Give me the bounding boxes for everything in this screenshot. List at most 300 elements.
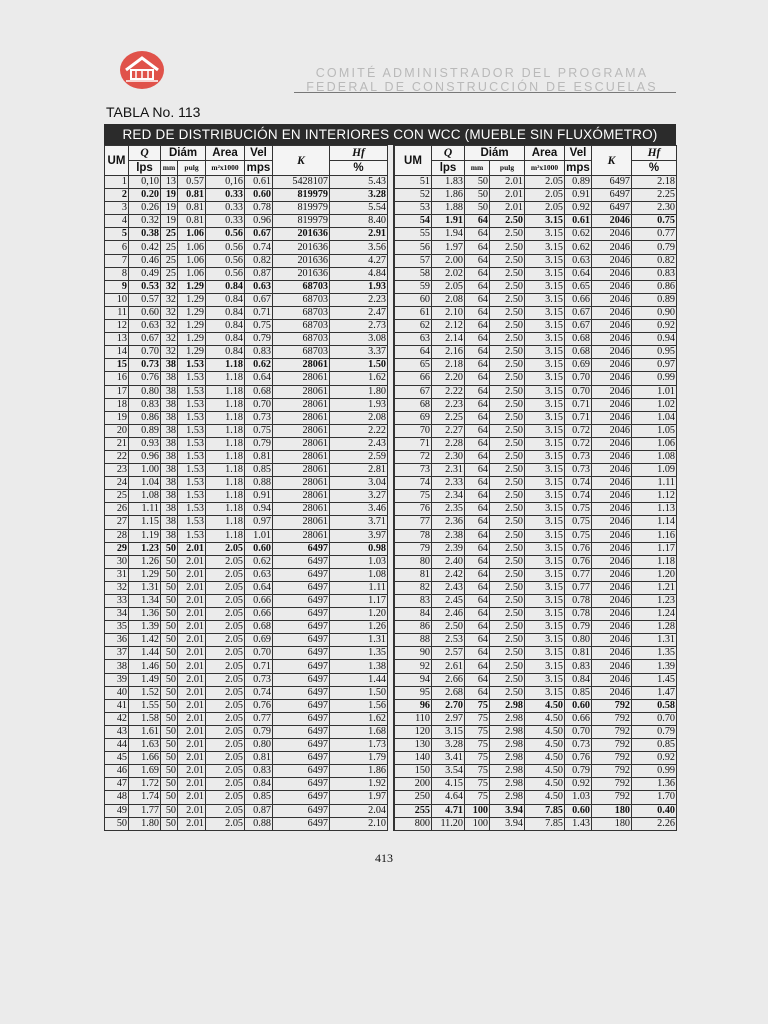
pulg-cell: 1.29: [178, 320, 206, 333]
area-cell: 4.50: [525, 778, 565, 791]
pulg-cell: 2.50: [490, 464, 525, 477]
area-cell: 2.05: [206, 725, 245, 738]
area-cell: 2.05: [206, 595, 245, 608]
table-row: [395, 464, 677, 477]
q-cell: 0.46: [129, 254, 161, 267]
vel-cell: 0.85: [565, 686, 592, 699]
mm-cell: 32: [161, 306, 178, 319]
vel-cell: 1.01: [245, 529, 273, 542]
pulg-cell: 2.98: [490, 752, 525, 765]
hf-cell: 1.04: [632, 411, 677, 424]
q-cell: 0.42: [129, 241, 161, 254]
area-cell: 0.56: [206, 228, 245, 241]
q-cell: 1.94: [432, 228, 465, 241]
area-cell: 4.50: [525, 791, 565, 804]
mm-cell: 64: [465, 647, 490, 660]
area-cell: 2.05: [206, 739, 245, 752]
vel-cell: 0.84: [245, 778, 273, 791]
mm-cell: 64: [465, 660, 490, 673]
table-row: [395, 634, 677, 647]
area-cell: 3.15: [525, 464, 565, 477]
vel-cell: 0.76: [565, 752, 592, 765]
area-cell: 2.05: [206, 712, 245, 725]
table-row: [395, 699, 677, 712]
um-cell: 42: [105, 712, 129, 725]
mm-cell: 50: [161, 595, 178, 608]
area-cell: 3.15: [525, 411, 565, 424]
right-table-body: [395, 176, 677, 831]
pulg-cell: 2.98: [490, 699, 525, 712]
q-cell: 2.35: [432, 503, 465, 516]
vel-cell: 0.60: [245, 189, 273, 202]
mm-cell: 25: [161, 228, 178, 241]
hf-cell: 1.11: [632, 477, 677, 490]
k-cell: 2046: [592, 215, 632, 228]
pulg-cell: 2.50: [490, 346, 525, 359]
hf-cell: 1.09: [632, 464, 677, 477]
pulg-cell: 2.01: [178, 647, 206, 660]
pulg-cell: 1.53: [178, 477, 206, 490]
table-row: [395, 804, 677, 817]
table-row: [105, 176, 388, 189]
table-row: [105, 739, 388, 752]
q-cell: 2.31: [432, 464, 465, 477]
um-cell: 39: [105, 673, 129, 686]
table-row: [395, 621, 677, 634]
um-cell: 65: [395, 359, 432, 372]
q-cell: 1.42: [129, 634, 161, 647]
vel-cell: 0.87: [245, 804, 273, 817]
q-cell: 1.80: [129, 817, 161, 830]
vel-cell: 0.62: [245, 555, 273, 568]
vel-cell: 0.62: [565, 241, 592, 254]
pulg-cell: 2.01: [178, 542, 206, 555]
k-cell: 792: [592, 739, 632, 752]
k-cell: 6497: [273, 699, 330, 712]
q-cell: 4.15: [432, 778, 465, 791]
hf-cell: 1.86: [330, 765, 388, 778]
q-cell: 2.34: [432, 490, 465, 503]
pulg-cell: 2.50: [490, 608, 525, 621]
pulg-cell: 1.53: [178, 516, 206, 529]
q-cell: 0.96: [129, 450, 161, 463]
vel-cell: 0.69: [565, 359, 592, 372]
pulg-cell: 3.94: [490, 804, 525, 817]
k-cell: 6497: [273, 817, 330, 830]
table-row: [105, 215, 388, 228]
pulg-cell: 1.53: [178, 424, 206, 437]
pulg-cell: 2.50: [490, 660, 525, 673]
table-row: [105, 280, 388, 293]
k-cell: 819979: [273, 202, 330, 215]
vel-cell: 0.75: [245, 424, 273, 437]
area-cell: 1.18: [206, 372, 245, 385]
mm-cell: 64: [465, 215, 490, 228]
hf-cell: 1.79: [330, 752, 388, 765]
table-row: [105, 464, 388, 477]
k-cell: 2046: [592, 673, 632, 686]
area-cell: 2.05: [206, 804, 245, 817]
area-cell: 2.05: [206, 791, 245, 804]
header-divider: [294, 92, 676, 93]
hf-cell: 1.13: [632, 503, 677, 516]
k-cell: 819979: [273, 189, 330, 202]
mm-cell: 38: [161, 398, 178, 411]
area-cell: 4.50: [525, 765, 565, 778]
k-cell: 28061: [273, 490, 330, 503]
pulg-cell: 1.53: [178, 372, 206, 385]
k-cell: 28061: [273, 411, 330, 424]
q-cell: 1.72: [129, 778, 161, 791]
um-cell: 38: [105, 660, 129, 673]
q-cell: 0.83: [129, 398, 161, 411]
area-cell: 3.15: [525, 568, 565, 581]
k-cell: 6497: [273, 725, 330, 738]
um-cell: 40: [105, 686, 129, 699]
area-cell: 3.15: [525, 686, 565, 699]
k-cell: 2046: [592, 385, 632, 398]
pulg-cell: 1.29: [178, 346, 206, 359]
vel-cell: 0.60: [245, 542, 273, 555]
q-cell: 1.83: [432, 176, 465, 189]
hf-cell: 1.62: [330, 372, 388, 385]
q-cell: 1.63: [129, 739, 161, 752]
k-cell: 6497: [273, 778, 330, 791]
q-cell: 0.73: [129, 359, 161, 372]
area-cell: 0.33: [206, 202, 245, 215]
q-cell: 2.40: [432, 555, 465, 568]
area-cell: 2.05: [206, 673, 245, 686]
um-cell: 3: [105, 202, 129, 215]
table-row: [395, 608, 677, 621]
um-cell: 88: [395, 634, 432, 647]
hf-cell: 1.20: [632, 568, 677, 581]
q-cell: 1.11: [129, 503, 161, 516]
table-row: [105, 490, 388, 503]
q-cell: 0.89: [129, 424, 161, 437]
area-cell: 0.84: [206, 306, 245, 319]
mm-cell: 38: [161, 424, 178, 437]
um-cell: 36: [105, 634, 129, 647]
hf-cell: 1.03: [330, 555, 388, 568]
hf-cell: 2.10: [330, 817, 388, 830]
pulg-cell: 1.29: [178, 306, 206, 319]
mm-cell: 50: [161, 817, 178, 830]
q-cell: 2.18: [432, 359, 465, 372]
hf-cell: 4.84: [330, 267, 388, 280]
q-cell: 1.49: [129, 673, 161, 686]
um-cell: 59: [395, 280, 432, 293]
pulg-cell: 2.01: [178, 712, 206, 725]
col-mm: mm: [465, 161, 490, 176]
mm-cell: 50: [161, 686, 178, 699]
vel-cell: 0.68: [565, 346, 592, 359]
vel-cell: 0.61: [245, 176, 273, 189]
pulg-cell: 2.98: [490, 725, 525, 738]
hf-cell: 2.25: [632, 189, 677, 202]
mm-cell: 38: [161, 450, 178, 463]
pulg-cell: 2.50: [490, 686, 525, 699]
col-pulg: pulg: [490, 161, 525, 176]
q-cell: 2.12: [432, 320, 465, 333]
hf-cell: 5.54: [330, 202, 388, 215]
table-row: [395, 516, 677, 529]
um-cell: 71: [395, 437, 432, 450]
hf-cell: 3.97: [330, 529, 388, 542]
um-cell: 17: [105, 385, 129, 398]
k-cell: 6497: [592, 202, 632, 215]
area-cell: 0.33: [206, 215, 245, 228]
pulg-cell: 1.53: [178, 359, 206, 372]
mm-cell: 32: [161, 293, 178, 306]
area-cell: 4.50: [525, 725, 565, 738]
q-cell: 11.20: [432, 817, 465, 830]
pulg-cell: 2.01: [178, 686, 206, 699]
col-um: UM: [105, 146, 129, 176]
vel-cell: 0.68: [245, 621, 273, 634]
vel-cell: 0.73: [245, 673, 273, 686]
area-cell: 0,16: [206, 176, 245, 189]
pulg-cell: 1.53: [178, 464, 206, 477]
table-row: [395, 398, 677, 411]
pulg-cell: 2.50: [490, 411, 525, 424]
k-cell: 6497: [273, 568, 330, 581]
table-row: [105, 516, 388, 529]
hf-cell: 0.99: [632, 372, 677, 385]
um-cell: 120: [395, 725, 432, 738]
mm-cell: 50: [161, 778, 178, 791]
mm-cell: 64: [465, 581, 490, 594]
pulg-cell: 2.50: [490, 568, 525, 581]
mm-cell: 64: [465, 595, 490, 608]
area-cell: 3.15: [525, 254, 565, 267]
vel-cell: 0.70: [565, 725, 592, 738]
mm-cell: 38: [161, 385, 178, 398]
area-cell: 3.15: [525, 372, 565, 385]
hf-cell: 0.79: [632, 241, 677, 254]
area-cell: 3.15: [525, 660, 565, 673]
mm-cell: 50: [465, 202, 490, 215]
mm-cell: 50: [161, 725, 178, 738]
k-cell: 180: [592, 817, 632, 830]
area-cell: 3.15: [525, 647, 565, 660]
mm-cell: 64: [465, 437, 490, 450]
hf-cell: 8.40: [330, 215, 388, 228]
k-cell: 2046: [592, 398, 632, 411]
k-cell: 201636: [273, 254, 330, 267]
vel-cell: 0.68: [245, 385, 273, 398]
table-row: [105, 202, 388, 215]
vel-cell: 0.69: [245, 634, 273, 647]
vel-cell: 0.70: [565, 385, 592, 398]
k-cell: 2046: [592, 450, 632, 463]
vel-cell: 0.88: [245, 817, 273, 830]
mm-cell: 38: [161, 477, 178, 490]
table-row: [105, 804, 388, 817]
mm-cell: 64: [465, 241, 490, 254]
table-row: [395, 739, 677, 752]
table-row: [105, 333, 388, 346]
table-row: [395, 215, 677, 228]
area-cell: 2.05: [206, 778, 245, 791]
k-cell: 5428107: [273, 176, 330, 189]
vel-cell: 0.78: [245, 202, 273, 215]
mm-cell: 50: [161, 673, 178, 686]
area-cell: 1.18: [206, 529, 245, 542]
mm-cell: 64: [465, 555, 490, 568]
mm-cell: 19: [161, 202, 178, 215]
table-row: [105, 542, 388, 555]
pulg-cell: 1.06: [178, 228, 206, 241]
k-cell: 68703: [273, 306, 330, 319]
table-row: [395, 320, 677, 333]
table-row: [395, 293, 677, 306]
col-vel-unit: mps: [245, 161, 273, 176]
k-cell: 2046: [592, 280, 632, 293]
hf-cell: 2.30: [632, 202, 677, 215]
pulg-cell: 2.50: [490, 595, 525, 608]
pulg-cell: 2.50: [490, 267, 525, 280]
vel-cell: 0.78: [565, 595, 592, 608]
vel-cell: 0.77: [245, 712, 273, 725]
q-cell: 2.57: [432, 647, 465, 660]
col-vel: Vel: [245, 146, 273, 161]
table-row: [105, 621, 388, 634]
pulg-cell: 1.53: [178, 490, 206, 503]
pulg-cell: 0.81: [178, 202, 206, 215]
pulg-cell: 0.81: [178, 189, 206, 202]
q-cell: 2.36: [432, 516, 465, 529]
k-cell: 2046: [592, 293, 632, 306]
pulg-cell: 2.01: [178, 739, 206, 752]
vel-cell: 0.66: [565, 712, 592, 725]
hf-cell: 3.37: [330, 346, 388, 359]
vel-cell: 0.67: [565, 320, 592, 333]
table-row: [395, 477, 677, 490]
vel-cell: 0.64: [565, 267, 592, 280]
um-cell: 52: [395, 189, 432, 202]
q-cell: 1.00: [129, 464, 161, 477]
mm-cell: 75: [465, 752, 490, 765]
k-cell: 28061: [273, 529, 330, 542]
table-row: [395, 490, 677, 503]
um-cell: 80: [395, 555, 432, 568]
k-cell: 6497: [273, 542, 330, 555]
mm-cell: 75: [465, 712, 490, 725]
pulg-cell: 2.50: [490, 437, 525, 450]
vel-cell: 0.70: [565, 372, 592, 385]
hf-cell: 0.75: [632, 215, 677, 228]
area-cell: 0.84: [206, 293, 245, 306]
q-cell: 0.70: [129, 346, 161, 359]
mm-cell: 64: [465, 450, 490, 463]
hf-cell: 1.24: [632, 608, 677, 621]
k-cell: 6497: [273, 647, 330, 660]
q-cell: 2.61: [432, 660, 465, 673]
hf-cell: 0.98: [330, 542, 388, 555]
mm-cell: 32: [161, 280, 178, 293]
pulg-cell: 2.50: [490, 280, 525, 293]
table-row: [105, 529, 388, 542]
k-cell: 2046: [592, 346, 632, 359]
um-cell: 30: [105, 555, 129, 568]
area-cell: 1.18: [206, 490, 245, 503]
pulg-cell: 2.50: [490, 477, 525, 490]
q-cell: 2.14: [432, 333, 465, 346]
table-row: [395, 280, 677, 293]
mm-cell: 32: [161, 346, 178, 359]
hf-cell: 1.31: [632, 634, 677, 647]
col-hf-unit: %: [330, 161, 388, 176]
vel-cell: 0.75: [565, 529, 592, 542]
org-line-1: COMITÉ ADMINISTRADOR DEL PROGRAMA: [315, 66, 649, 80]
vel-cell: 0.80: [565, 634, 592, 647]
um-cell: 47: [105, 778, 129, 791]
mm-cell: 50: [161, 752, 178, 765]
vel-cell: 0.63: [245, 568, 273, 581]
um-cell: 78: [395, 529, 432, 542]
table-row: [395, 333, 677, 346]
mm-cell: 50: [161, 791, 178, 804]
k-cell: 2046: [592, 254, 632, 267]
col-pulg: pulg: [178, 161, 206, 176]
col-vel: Vel: [565, 146, 592, 161]
table-row: [105, 450, 388, 463]
um-cell: 55: [395, 228, 432, 241]
table-row: [105, 791, 388, 804]
um-cell: 43: [105, 725, 129, 738]
hf-cell: 1.06: [632, 437, 677, 450]
table-row: [395, 385, 677, 398]
hf-cell: 1.45: [632, 673, 677, 686]
um-cell: 15: [105, 359, 129, 372]
table-row: [105, 306, 388, 319]
q-cell: 1.29: [129, 568, 161, 581]
hf-cell: 1.23: [632, 595, 677, 608]
page-number: 413: [375, 851, 393, 865]
pulg-cell: 1.29: [178, 293, 206, 306]
pulg-cell: 2.50: [490, 503, 525, 516]
k-cell: 792: [592, 765, 632, 778]
hf-cell: 1.21: [632, 581, 677, 594]
q-cell: 2.33: [432, 477, 465, 490]
hf-cell: 0.90: [632, 306, 677, 319]
area-cell: 1.18: [206, 359, 245, 372]
um-cell: 25: [105, 490, 129, 503]
area-cell: 2.05: [525, 202, 565, 215]
k-cell: 2046: [592, 477, 632, 490]
hf-cell: 0.97: [632, 359, 677, 372]
vel-cell: 0.77: [565, 581, 592, 594]
k-cell: 28061: [273, 372, 330, 385]
hf-cell: 1.50: [330, 359, 388, 372]
q-cell: 0.93: [129, 437, 161, 450]
um-cell: 21: [105, 437, 129, 450]
vel-cell: 0.83: [245, 346, 273, 359]
pulg-cell: 0.81: [178, 215, 206, 228]
area-cell: 3.15: [525, 241, 565, 254]
k-cell: 2046: [592, 490, 632, 503]
table-row: [395, 359, 677, 372]
mm-cell: 38: [161, 437, 178, 450]
q-cell: 4.71: [432, 804, 465, 817]
table-row: [105, 752, 388, 765]
table-row: [395, 778, 677, 791]
area-cell: 1.18: [206, 424, 245, 437]
area-cell: 1.18: [206, 411, 245, 424]
um-cell: 255: [395, 804, 432, 817]
table-row: [105, 765, 388, 778]
